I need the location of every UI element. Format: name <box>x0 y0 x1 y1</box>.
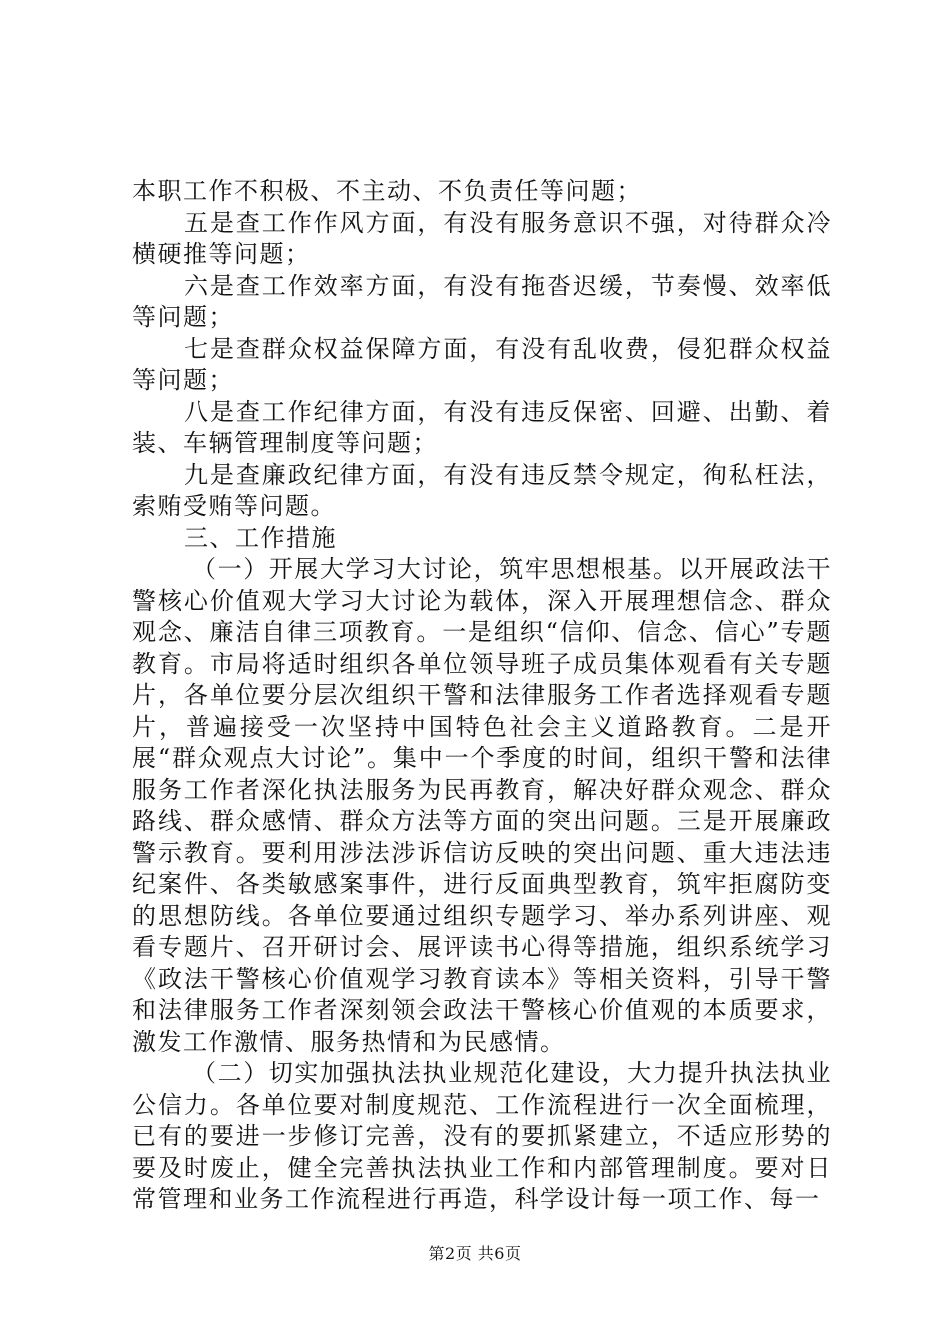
section-heading: 三、工作措施 <box>184 523 337 552</box>
paragraph-item-five: 五是查工作作风方面，有没有服务意识不强，对待群众冷横硬推等问题； <box>132 208 832 268</box>
paragraph-item-seven: 七是查群众权益保障方面，有没有乱收费，侵犯群众权益等问题； <box>132 334 832 394</box>
paragraph-item-eight: 八是查工作纪律方面，有没有违反保密、回避、出勤、着装、车辆管理制度等问题； <box>132 397 832 457</box>
document-body <box>132 176 832 1216</box>
page-number-footer: 第2页 共6页 <box>428 1244 522 1263</box>
paragraph-item-nine: 九是查廉政纪律方面，有没有违反禁令规定，徇私枉法，索贿受贿等问题。 <box>132 460 832 520</box>
paragraph-continuation: 本职工作不积极、不主动、不负责任等问题； <box>132 177 642 205</box>
paragraph-measure-two: （二）切实加强执法执业规范化建设，大力提升执法执业公信力。各单位要对制度规范、工作流程进行一次全面梳理，已有的要进一步修订完善，没有的要抓紧建立，不适应形势的要及时废止，健全完善执法执业工作和内部管理制度。要对日常管理和业务工作流程进行再造，科学设计每一项工作、每一 <box>132 1059 832 1213</box>
paragraph-measure-one: （一）开展大学习大讨论，筑牢思想根基。以开展政法干警核心价值观大学习大讨论为载体，深入开展理想信念、群众观念、廉洁自律三项教育。一是组织“信仰、信念、信心”专题教育。市局将适时组织各单位领导班子成员集体观看有关专题片，各单位要分层次组织干警和法律服务工作者选择观看专题片，普遍接受一次坚持中国特色社会主义道路教育。二是开展“群众观点大讨论”。集中一个季度的时间，组织干警和法律服务工作者深化执法服务为民再教育，解决好群众观念、群众路线、群众感情、群众方法等方面的突出问题。三是开展廉政警示教育。要利用涉法涉诉信访反映的突出问题、重大违法违纪案件、各类敏感案事件，进行反面典型教育，筑牢拒腐防变的思想防线。各单位要通过组织专题学习、举办系列讲座、观看专题片、召开研讨会、展评读书心得等措施，组织系统学习《政法干警核心价值观学习教育读本》等相关资料，引导干警和法律服务工作者深刻领会政法干警核心价值观的本质要求，激发工作激情、服务热情和为民感情。 <box>132 555 832 1056</box>
paragraph-item-six: 六是查工作效率方面，有没有拖沓迟缓，节奏慢、效率低等问题； <box>132 271 832 331</box>
